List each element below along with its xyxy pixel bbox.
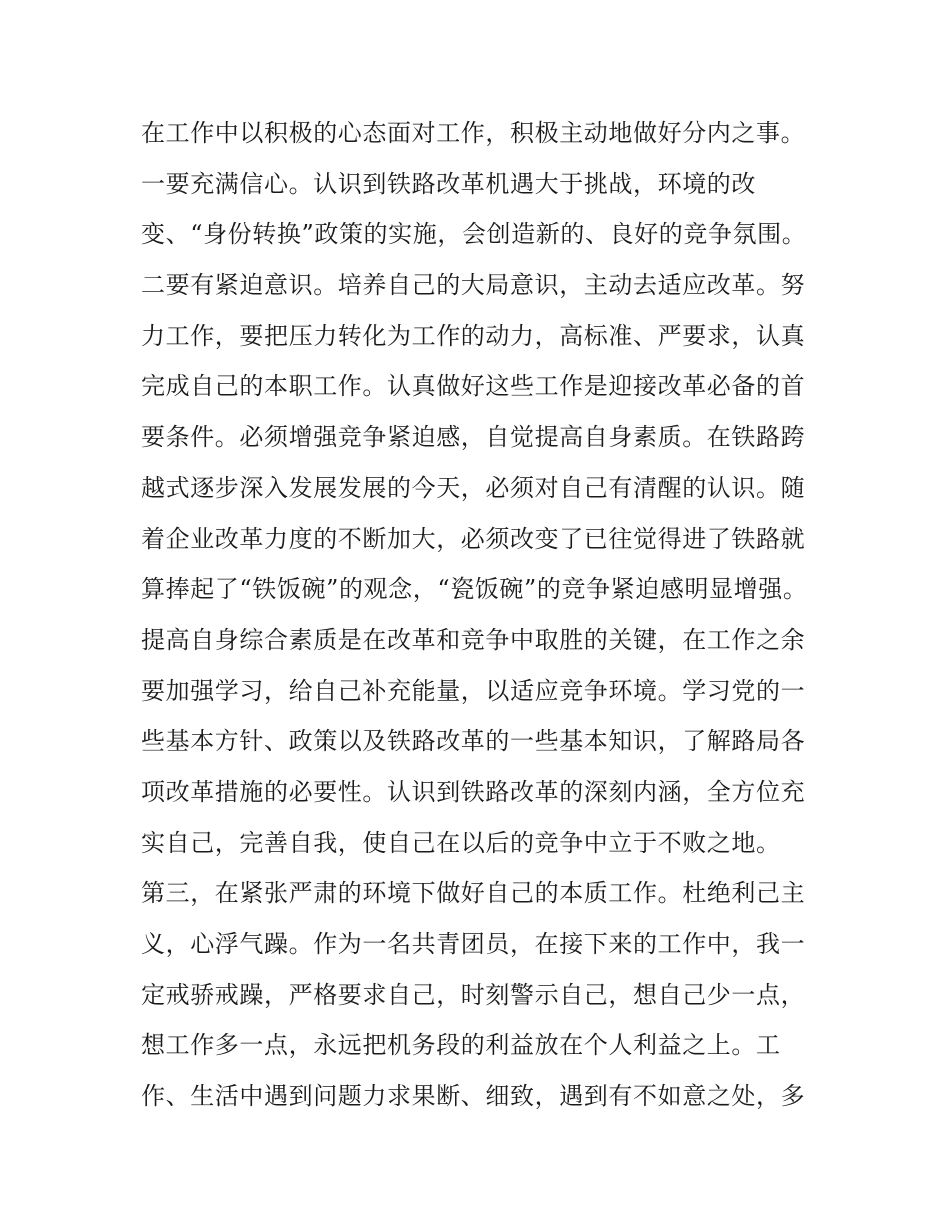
text-line: 着企业改革力度的不断加大，必须改变了已往觉得进了铁路就 [141, 524, 806, 553]
text-line: 要加强学习，给自己补充能量，以适应竞争环境。学习党的一 [141, 676, 806, 705]
text-line: 定戒骄戒躁，严格要求自己，时刻警示自己，想自己少一点， [141, 980, 806, 1009]
text-line: 越式逐步深入发展发展的今天，必须对自己有清醒的认识。随 [141, 473, 806, 502]
text-line: 完成自己的本职工作。认真做好这些工作是迎接改革必备的首 [141, 372, 806, 401]
text-line: 力工作，要把压力转化为工作的动力，高标准、严要求，认真 [141, 321, 806, 350]
body-text [141, 108, 821, 1122]
text-line: 作、生活中遇到问题力求果断、细致，遇到有不如意之处，多 [141, 1082, 806, 1111]
text-line: 第三，在紧张严肃的环境下做好自己的本质工作。杜绝利己主 [141, 879, 806, 908]
text-line: 些基本方针、政策以及铁路改革的一些基本知识，了解路局各 [141, 727, 806, 756]
text-line: 算捧起了“铁饭碗”的观念，“瓷饭碗”的竞争紧迫感明显增强。 [141, 575, 808, 604]
text-line: 在工作中以积极的心态面对工作，积极主动地做好分内之事。 [141, 119, 806, 147]
text-line: 要条件。必须增强竞争紧迫感，自觉提高自身素质。在铁路跨 [141, 423, 806, 452]
text-line: 义，心浮气躁。作为一名共青团员，在接下来的工作中，我一 [141, 930, 806, 958]
text-line: 一要充满信心。认识到铁路改革机遇大于挑战，环境的改 [141, 169, 756, 198]
text-line: 提高自身综合素质是在改革和竞争中取胜的关键，在工作之余 [141, 625, 806, 654]
text-line: 变、“身份转换”政策的实施，会创造新的、良好的竞争氛围。 [141, 220, 807, 249]
text-line: 二要有紧迫意识。培养自己的大局意识，主动去适应改革。努 [141, 271, 806, 300]
text-line: 想工作多一点，永远把机务段的利益放在个人利益之上。工 [141, 1031, 781, 1060]
text-line: 项改革措施的必要性。认识到铁路改革的深刻内涵，全方位充 [141, 777, 806, 806]
text-line: 实自己，完善自我，使自己在以后的竞争中立于不败之地。 [141, 828, 781, 857]
